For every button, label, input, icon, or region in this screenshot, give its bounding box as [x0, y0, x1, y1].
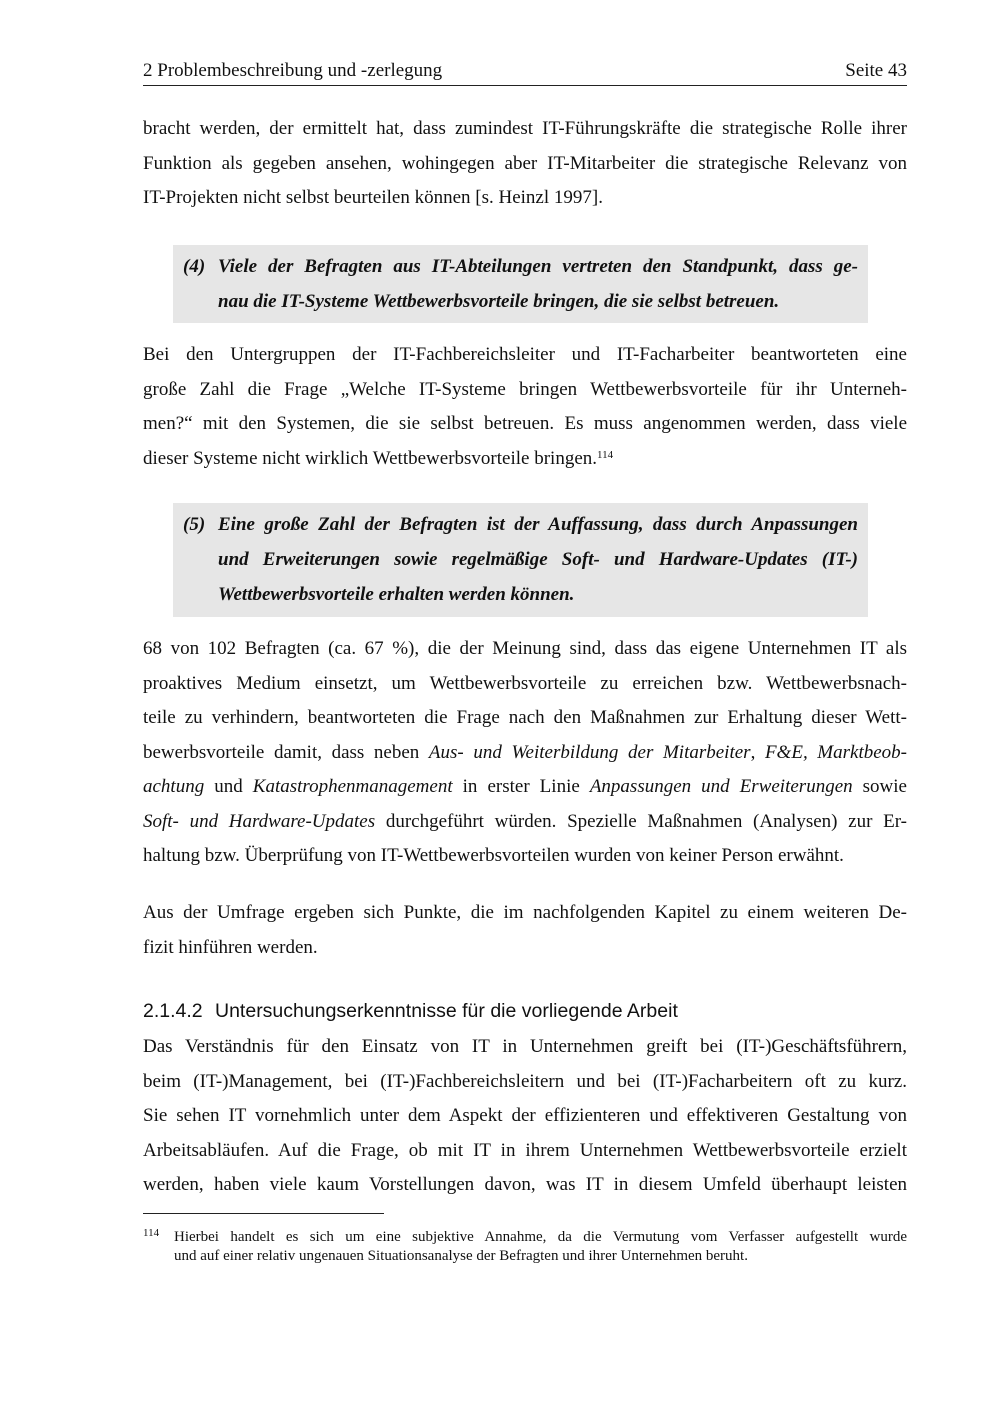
paragraph-line: Das Verständnis für den Einsatz von IT in Unternehmen greift bei (IT-)Geschäftsführern, — [143, 1036, 907, 1057]
footnote-line: Hierbei handelt es sich um eine subjektive Annahme, da die Vermutung vom Verfasser aufgestellt wurde — [174, 1229, 907, 1245]
paragraph-line: Arbeitsabläufen. Auf die Frage, ob mit IT in ihrem Unternehmen Wettbewerbsvorteile erzielt — [143, 1139, 907, 1161]
hypothesis-number: (4) — [183, 256, 206, 277]
paragraph-line: men?“ mit den Systemen, die sie selbst betreuen. Es muss angenommen werden, dass viele — [143, 413, 907, 434]
emphasis-text: Aus- und Weiterbildung der Mitarbeiter — [428, 741, 751, 763]
emphasis-text: F&E, Marktbeob- — [764, 741, 908, 763]
hypothesis-row — [173, 284, 868, 319]
paragraph-4 — [143, 896, 907, 965]
hypothesis-row — [173, 507, 868, 542]
hypothesis-row — [173, 577, 868, 612]
running-header — [143, 58, 907, 86]
hypothesis-box-5 — [173, 503, 868, 617]
paragraph-line: haltung bzw. Überprüfung von IT-Wettbewerbsvorteilen wurden von keiner Person erwähnt. — [143, 845, 844, 866]
hypothesis-row — [173, 249, 868, 284]
paragraph-line: IT-Projekten nicht selbst beurteilen können [s. Heinzl 1997]. — [143, 187, 603, 208]
header-page-number: Seite 43 — [845, 60, 907, 81]
footnote-reference: 114 — [597, 448, 614, 461]
paragraph-1 — [143, 112, 907, 216]
paragraph-line — [143, 805, 907, 840]
footnote-number: 114 — [143, 1227, 160, 1239]
hypothesis-row — [173, 542, 868, 577]
paragraph-line: große Zahl die Frage „Welche IT-Systeme bringen Wettbewerbsvorteile für ihr Unterneh- — [143, 378, 907, 400]
header-chapter-title: 2 Problembeschreibung und -zerlegung — [143, 60, 443, 81]
paragraph-line — [143, 736, 907, 771]
paragraph-line: werden, haben viele kaum Vorstellungen davon, was IT in diesem Umfeld überhaupt leisten — [143, 1174, 907, 1195]
paragraph-line: Funktion als gegeben ansehen, wohingegen aber IT-Mitarbeiter die strategische Relevanz von — [143, 152, 907, 174]
paragraph-2 — [143, 338, 907, 476]
hypothesis-line: Eine große Zahl der Befragten ist der Auffassung, dass durch Anpassungen — [218, 514, 858, 535]
paragraph-line: Aus der Umfrage ergeben sich Punkte, die im nachfolgenden Kapitel zu einem weiteren De- — [143, 902, 907, 923]
paragraph-text: bewerbsvorteile damit, dass neben — [143, 741, 429, 763]
hypothesis-number: (5) — [183, 514, 206, 535]
paragraph-text: , — [750, 741, 765, 763]
paragraph-line: Sie sehen IT vornehmlich unter dem Aspekt der effizienteren und effektiveren Gestaltung von — [143, 1105, 907, 1126]
emphasis-text: Anpassungen und Erweiterungen — [589, 776, 853, 797]
footnote-text — [174, 1228, 907, 1266]
paragraph-3 — [143, 632, 907, 874]
paragraph-text: in erster Linie — [452, 776, 590, 797]
paragraph-line: proaktives Medium einsetzt, um Wettbewerbsvorteile zu erreichen bzw. Wettbewerbsnach- — [143, 672, 907, 694]
hypothesis-box-4 — [173, 245, 868, 323]
paragraph-line — [143, 770, 907, 805]
footnote-separator — [143, 1213, 384, 1214]
paragraph-line: Bei den Untergruppen der IT-Fachbereichsleiter und IT-Facharbeiter beantworteten eine — [143, 344, 907, 365]
paragraph-line: 68 von 102 Befragten (ca. 67 %), die der Meinung sind, dass das eigene Unternehmen IT als — [143, 638, 907, 659]
paragraph-line: beim (IT-)Management, bei (IT-)Fachbereichsleitern und bei (IT-)Facharbeitern oft zu kurz. — [143, 1070, 907, 1092]
paragraph-line: fizit hinführen werden. — [143, 936, 318, 958]
paragraph-text: und — [204, 776, 253, 797]
paragraph-line — [143, 442, 907, 477]
paragraph-line: bracht werden, der ermittelt hat, dass zumindest IT-Führungskräfte die strategische Rolle ihrer — [143, 118, 907, 139]
paragraph-text: sowie — [852, 776, 907, 797]
section-title: Untersuchungserkenntnisse für die vorliegende Arbeit — [215, 1000, 678, 1022]
paragraph-5 — [143, 1030, 907, 1203]
paragraph-line: teile zu verhindern, beantworteten die Frage nach den Maßnahmen zur Erhaltung dieser Wett- — [143, 707, 907, 728]
section-number: 2.1.4.2 — [143, 1000, 203, 1022]
section-heading — [143, 1000, 907, 1023]
paragraph-text: dieser Systeme nicht wirklich Wettbewerbsvorteile bringen. — [143, 447, 597, 469]
emphasis-text: Soft- und Hardware-Updates — [143, 810, 376, 832]
hypothesis-line: Wettbewerbsvorteile erhalten werden können. — [218, 584, 575, 605]
hypothesis-line: nau die IT-Systeme Wettbewerbsvorteile bringen, die sie selbst betreuen. — [218, 291, 780, 312]
emphasis-text: Katastrophenmanagement — [252, 776, 453, 797]
hypothesis-line: und Erweiterungen sowie regelmäßige Soft- und Hardware-Updates (IT-) — [218, 549, 858, 570]
footnote-line: und auf einer relativ ungenauen Situationsanalyse der Befragten und ihrer Unternehmen beruht. — [174, 1248, 748, 1264]
paragraph-text: durchgeführt würden. Spezielle Maßnahmen (Analysen) zur Er- — [375, 810, 907, 832]
hypothesis-line: Viele der Befragten aus IT-Abteilungen vertreten den Standpunkt, dass ge- — [218, 256, 858, 277]
emphasis-text: achtung — [143, 776, 205, 797]
